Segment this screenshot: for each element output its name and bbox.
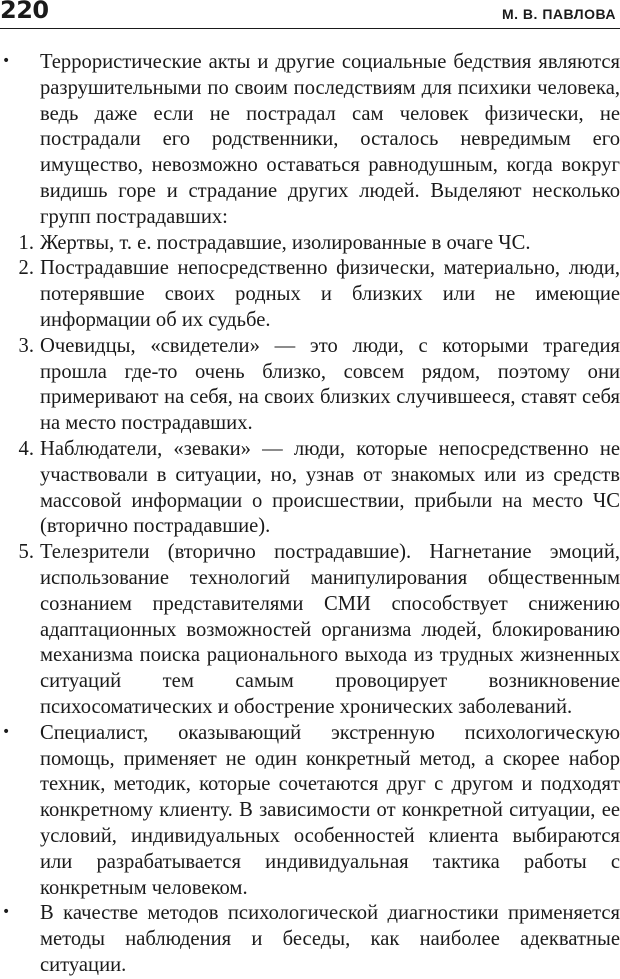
item-number: 3. bbox=[18, 334, 34, 357]
item-number: 5. bbox=[18, 541, 34, 564]
bullet-paragraph bbox=[0, 50, 620, 231]
item-number: 1. bbox=[18, 231, 34, 254]
page-body bbox=[0, 50, 620, 979]
numbered-item bbox=[0, 437, 620, 540]
numbered-item bbox=[0, 334, 620, 437]
header-rule bbox=[0, 28, 620, 29]
paragraph-text: Террористические акты и другие социальные бедствия являются разрушительными по своим последствиям для психики человека, ведь даже если не пострадал сам человек физически, не пострадали его родственники, осталось невредимым его имущество, невозможно оставаться равнодушным, когда вокруг видишь горе и страдание других людей. Выделяют несколько групп пострадавших: bbox=[40, 51, 620, 228]
bullet-paragraph bbox=[0, 721, 620, 902]
numbered-item bbox=[0, 256, 620, 333]
item-number: 2. bbox=[18, 257, 34, 280]
running-head-author: М. В. ПАВЛОВА bbox=[501, 6, 616, 22]
bullet-marker: • bbox=[2, 904, 11, 921]
page-header bbox=[0, 0, 620, 28]
item-text: Очевидцы, «свидетели» — это люди, с которыми трагедия прошла где-то очень близко, совсем рядом, поэтому они примеривают на себя, на своих близких случившееся, ставят себя на место пострадавших. bbox=[40, 334, 620, 435]
item-text: Пострадавшие непосредственно физически, материально, люди, потерявшие своих родных и близких или не имеющие информации об их судьбе. bbox=[40, 257, 620, 331]
paragraph-text: Специалист, оказывающий экстренную психологическую помощь, применяет не один конкретный метод, а скорее набор техник, методик, которые сочетаются друг с другом и подходят конкретному клиенту. В зависимости от конкретной ситуации, ее условий, индивидуальных особенностей клиента выбираются или разрабатывается индивидуальная тактика работы с конкретным человеком. bbox=[40, 721, 620, 899]
item-text: Наблюдатели, «зеваки» — люди, которые непосредственно не участвовали в ситуации, но, узнав от знакомых или из средств массовой информации о происшествии, прибыли на место ЧС (вторично пострадавшие). bbox=[40, 437, 620, 538]
bullet-paragraph bbox=[0, 901, 620, 978]
numbered-item bbox=[0, 231, 620, 257]
item-number: 4. bbox=[18, 437, 34, 460]
item-text: Жертвы, т. е. пострадавшие, изолированные в очаге ЧС. bbox=[40, 231, 531, 254]
page-number: 220 bbox=[0, 0, 49, 24]
paragraph-text: В качестве методов психологической диагностики применяется методы наблюдения и беседы, как наиболее адекватные ситуации. bbox=[40, 902, 620, 976]
bullet-marker: • bbox=[2, 723, 11, 740]
item-text: Телезрители (вторично пострадавшие). Нагнетание эмоций, использование технологий манипулирования общественным сознанием представителями СМИ способствует снижению адаптационных возможностей организма людей, блокированию механизма поиска рационального выхода из трудных жизненных ситуаций тем самым провоцирует возникновение психосоматических и обострение хронических заболеваний. bbox=[40, 541, 620, 718]
bullet-marker: • bbox=[2, 53, 11, 69]
numbered-item bbox=[0, 540, 620, 721]
